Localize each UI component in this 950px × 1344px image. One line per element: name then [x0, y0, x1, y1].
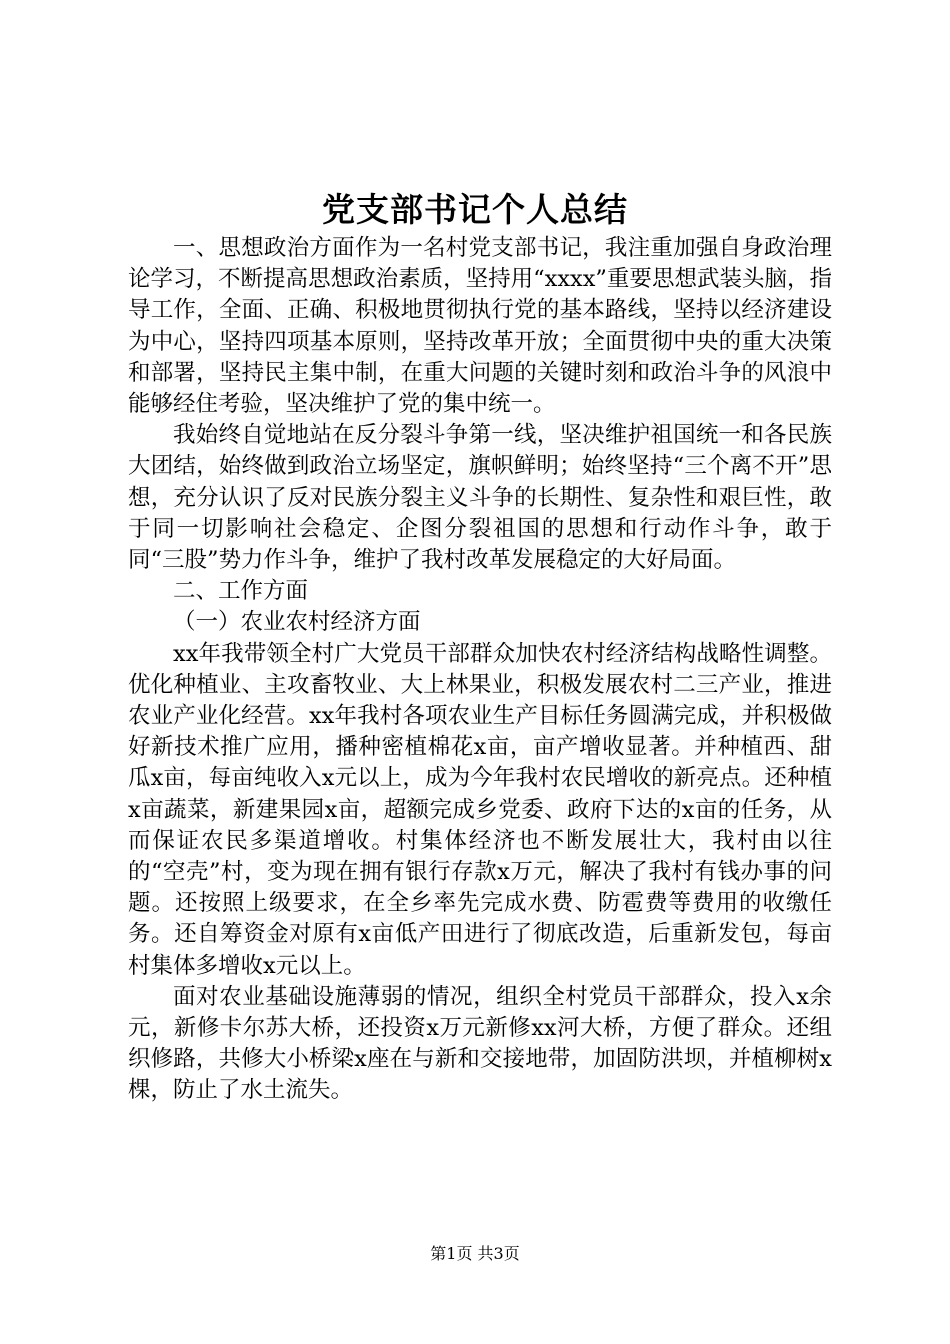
paragraph-political-stance: 一、思想政治方面作为一名村党支部书记，我注重加强自身政治理论学习，不断提高思想政治素质，坚持用“xxxx”重要思想武装头脑，指导工作，全面、正确、积极地贯彻执行党的基本路线，坚持以经济建设为中心，坚持四项基本原则，坚持改革开放；全面贯彻中央的重大决策和部署，坚持民主集中制，在重大问题的关键时刻和政治斗争的风浪中能够经住考验，坚决维护了党的集中统一。	[128, 235, 832, 418]
paragraph-agriculture-economy: xx年我带领全村广大党员干部群众加快农村经济结构战略性调整。优化种植业、主攻畜牧业、大上林果业，积极发展农村二三产业，推进农业产业化经营。xx年我村各项农业生产目标任务圆满完成，并积极做好新技术推广应用，播种密植棉花x亩，亩产增收显著。并种植西、甜瓜x亩，每亩纯收入x元以上，成为今年我村农民增收的新亮点。还种植x亩蔬菜，新建果园x亩，超额完成乡党委、政府下达的x亩的任务，从而保证农民多渠道增收。村集体经济也不断发展壮大，我村由以往的“空壳”村，变为现在拥有银行存款x万元，解决了我村有钱办事的问题。还按照上级要求，在全乡率先完成水费、防雹费等费用的收缴任务。还自筹资金对原有x亩低产田进行了彻底改造，后重新发包，每亩村集体多增收x元以上。	[128, 640, 832, 979]
paragraph-infrastructure: 面对农业基础设施薄弱的情况，组织全村党员干部群众，投入x余元，新修卡尔苏大桥，还投资x万元新修xx河大桥，方便了群众。还组织修路，共修大小桥梁x座在与新和交接地带，加固防洪坝，并植柳树x棵，防止了水土流失。	[128, 983, 832, 1104]
subsection-heading-agriculture: （一）农业农村经济方面	[173, 609, 421, 636]
page-number-footer: 第1页 共3页	[430, 1244, 520, 1263]
document-body	[128, 233, 832, 1107]
paragraph-anti-separatism: 我始终自觉地站在反分裂斗争第一线，坚决维护祖国统一和各民族大团结，始终做到政治立场坚定，旗帜鲜明；始终坚持“三个离不开”思想，充分认识了反对民族分裂主义斗争的长期性、复杂性和艰巨性，敢于同一切影响社会稳定、企图分裂祖国的思想和行动作斗争，敢于同“三股”势力作斗争，维护了我村改革发展稳定的大好局面。	[128, 422, 832, 574]
section-heading-work: 二、工作方面	[173, 578, 309, 605]
document-title: 党支部书记个人总结	[322, 190, 628, 229]
